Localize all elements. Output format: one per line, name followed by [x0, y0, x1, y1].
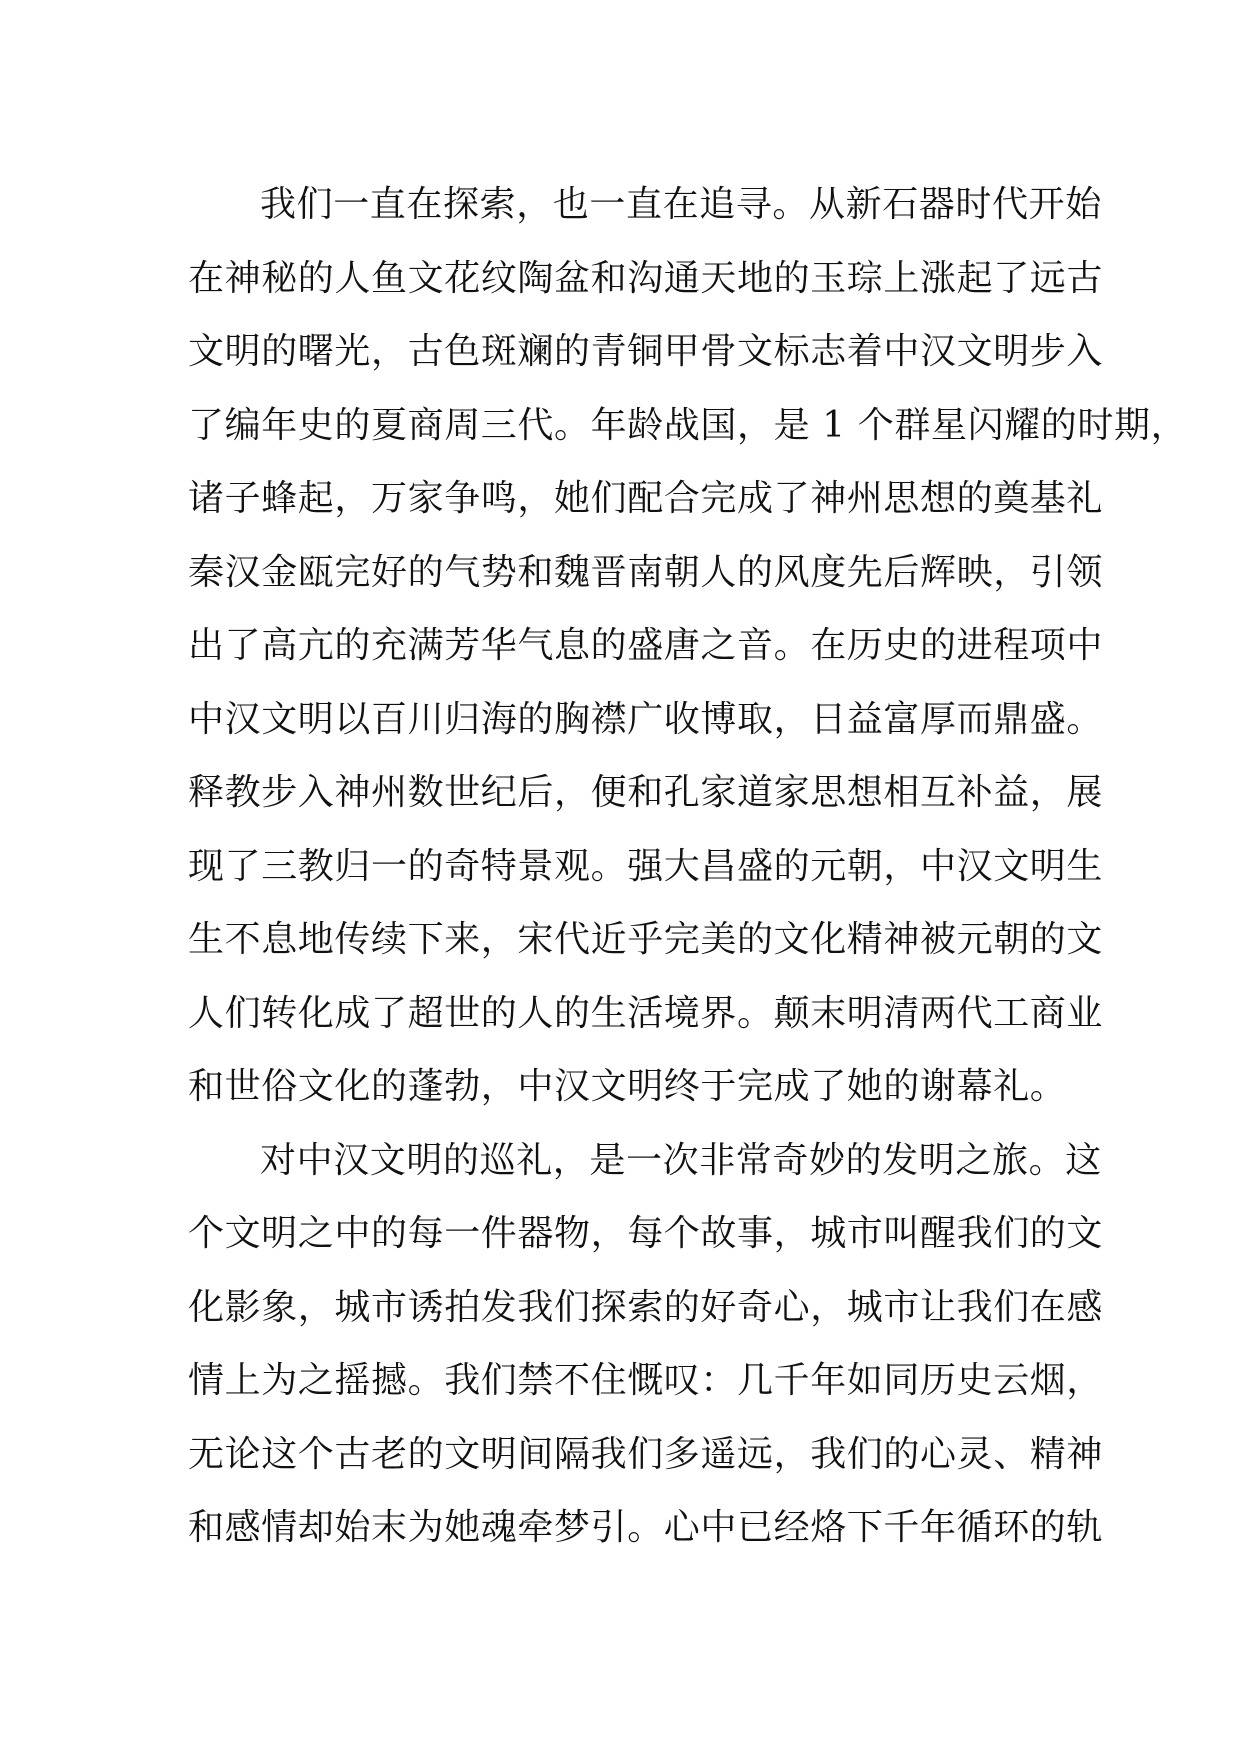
- text-line: 释教步入神州数世纪后，便和孔家道家思想相互补益，展: [188, 772, 1104, 813]
- text-line: 化影象，城市诱拍发我们探索的好奇心，城市让我们在感: [188, 1286, 1104, 1328]
- text-line: 无论这个古老的文明间隔我们多遥远，我们的心灵、精神: [188, 1433, 1104, 1475]
- text-line: 我们一直在探索，也一直在追寻。从新石器时代开始: [260, 184, 1102, 225]
- text-line: 出了高亢的充满芳华气息的盛唐之音。在历史的进程项中: [188, 625, 1104, 666]
- paragraph-2: [188, 1124, 1104, 1565]
- text-line: 了编年史的夏商周三代。年龄战国，是 1 个群星闪耀的时期，: [188, 404, 1188, 446]
- text-line: 诸子蜂起，万家争鸣，她们配合完成了神州思想的奠基礼: [188, 478, 1104, 519]
- text-line: 人们转化成了超世的人的生活境界。颠末明清两代工商业: [188, 992, 1104, 1034]
- body-text: [188, 168, 1188, 1565]
- text-line: 个文明之中的每一件器物，每个故事，城市叫醒我们的文: [188, 1213, 1104, 1254]
- text-line: 在神秘的人鱼文花纹陶盆和沟通天地的玉琮上涨起了远古: [188, 257, 1104, 299]
- text-line: 和世俗文化的蓬勃，中汉文明终于完成了她的谢幕礼。: [188, 1066, 1067, 1107]
- text-line: 中汉文明以百川归海的胸襟广收博取，日益富厚而鼎盛。: [188, 698, 1104, 740]
- text-line: 生不息地传续下来，宋代近乎完美的文化精神被元朝的文: [188, 919, 1104, 960]
- paragraph-1: [188, 168, 1188, 1124]
- text-line: 秦汉金瓯完好的气势和魏晋南朝人的风度先后辉映，引领: [188, 551, 1104, 593]
- text-line: 和感情却始末为她魂牵梦引。心中已经烙下千年循环的轨: [188, 1507, 1104, 1548]
- text-line: 文明的曙光，古色斑斓的青铜甲骨文标志着中汉文明步入: [188, 331, 1104, 372]
- text-line: 对中汉文明的巡礼，是一次非常奇妙的发明之旅。这: [260, 1139, 1102, 1181]
- text-line: 现了三教归一的奇特景观。强大昌盛的元朝，中汉文明生: [188, 845, 1104, 887]
- text-line: 情上为之摇撼。我们禁不住慨叹：几千年如同历史云烟，: [188, 1360, 1104, 1401]
